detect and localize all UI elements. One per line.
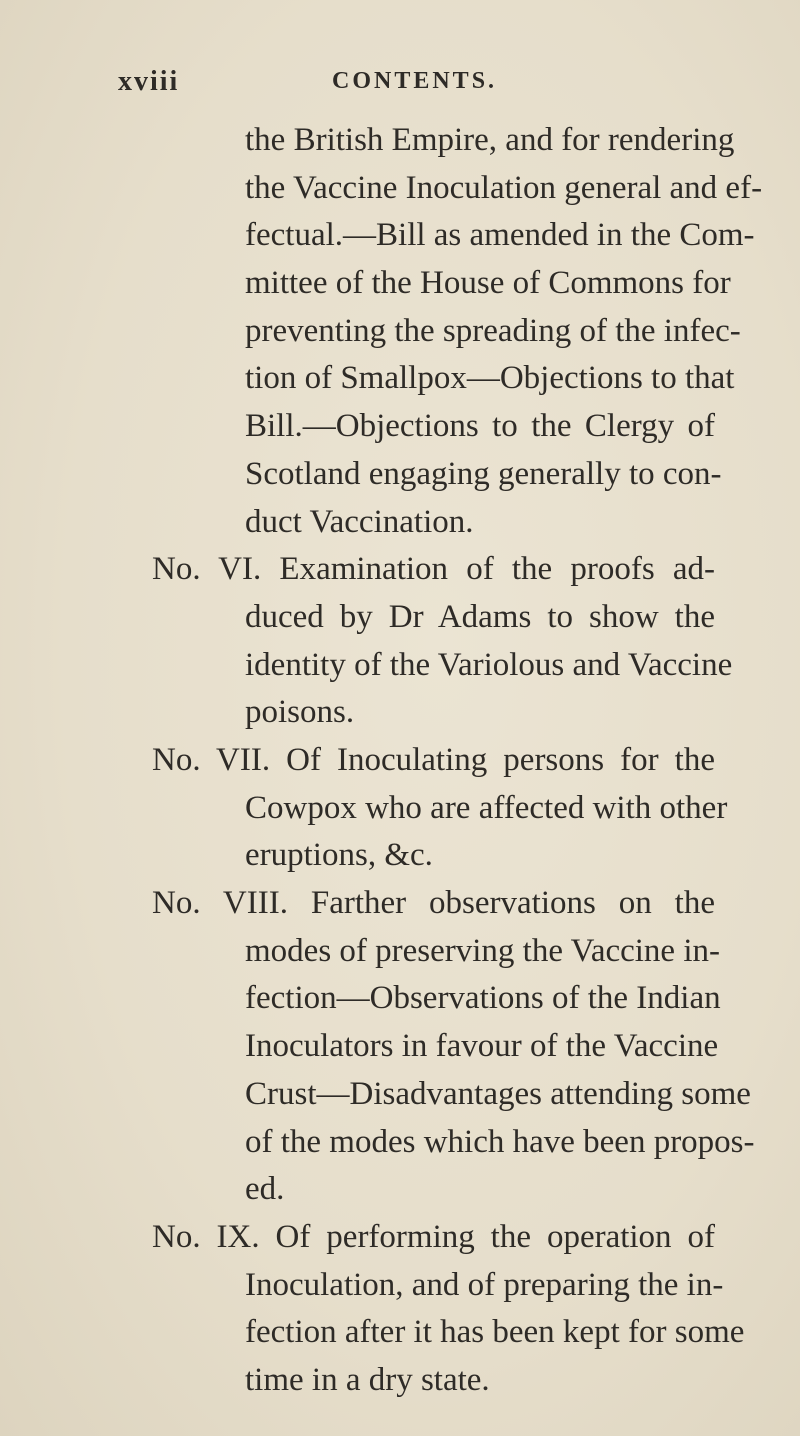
text-line: Inoculation, and of preparing the in- (245, 1267, 724, 1303)
text-line: Crust—Disadvantages attending some (245, 1076, 751, 1112)
text-line: duced by Dr Adams to show the (245, 599, 715, 635)
text-line: time in a dry state. (245, 1362, 490, 1398)
text-line: modes of preserving the Vaccine in- (245, 933, 720, 969)
text-line: of the modes which have been propos- (245, 1124, 755, 1160)
entry-heading-vi: No. VI. Examination of the proofs ad- (152, 551, 715, 587)
text-line: poisons. (245, 694, 355, 730)
text-line: Inoculators in favour of the Vaccine (245, 1028, 719, 1064)
text-line: the British Empire, and for rendering (245, 122, 735, 158)
text-line: Bill.—Objections to the Clergy of (245, 408, 715, 444)
entry-heading-vii: No. VII. Of Inoculating persons for the (152, 742, 715, 778)
text-line: Cowpox who are affected with other (245, 790, 728, 826)
running-head: CONTENTS. (332, 68, 498, 94)
text-line: tion of Smallpox—Objections to that (245, 360, 735, 396)
text-line: mittee of the House of Commons for (245, 265, 731, 301)
text-line: ed. (245, 1171, 285, 1207)
text-line: fection after it has been kept for some (245, 1314, 745, 1350)
text-line: identity of the Variolous and Vaccine (245, 647, 733, 683)
text-line: the Vaccine Inoculation general and ef- (245, 170, 763, 206)
text-line: eruptions, &c. (245, 837, 433, 873)
entry-heading-viii: No. VIII. Farther observations on the (152, 885, 715, 921)
text-line: duct Vaccination. (245, 504, 474, 540)
page-header (0, 66, 800, 106)
page-number: xviii (118, 66, 180, 97)
text-line: preventing the spreading of the infec- (245, 313, 741, 349)
entry-heading-ix: No. IX. Of performing the operation of (152, 1219, 715, 1255)
text-line: fectual.—Bill as amended in the Com- (245, 217, 755, 253)
text-line: Scotland engaging generally to con- (245, 456, 722, 492)
text-line: fection—Observations of the Indian (245, 980, 721, 1016)
